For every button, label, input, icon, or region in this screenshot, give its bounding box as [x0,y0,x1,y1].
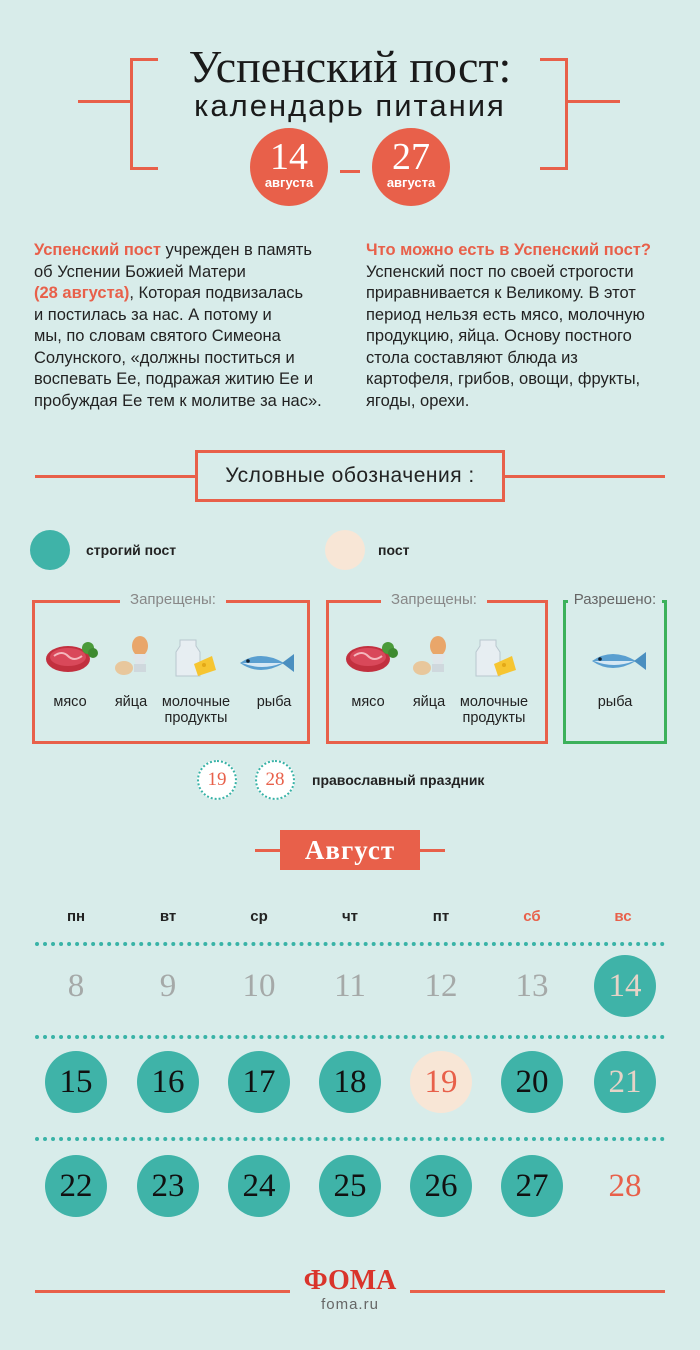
page-title: Успенский пост: [188,41,512,92]
row-separator [35,942,665,946]
strict-fast-dot [30,530,70,570]
eggs-label: яйца [114,694,148,710]
fish-allowed-label: рыба [597,694,633,710]
foma-logo: ФОМА [303,1265,397,1296]
assumption-date: (28 августа) [34,284,130,302]
intro-left-text: Успенский пост учрежден в память об Успении Божией Матери (28 августа), Которая подвизалась и постилась за нас. А потому и мы, по словам святого Симеона Солунского, «должны поститься и воспевать Ее, подражая житию Ее и пробуждая Ее тем к молитве за нас». [34,241,322,410]
end-day: 27 [392,136,430,178]
weekday-mon: пн [66,908,86,925]
date-dash [340,170,360,173]
legend-line-right [505,475,665,478]
meat-label: мясо [351,694,385,710]
weekday-tue: вт [159,908,177,925]
calendar-day: 12 [424,968,458,1004]
holiday-dot-19: 19 [197,760,237,800]
calendar-day: 26 [410,1155,472,1217]
month-line-right [420,849,445,852]
month-line-left [255,849,280,852]
calendar-day: 27 [501,1155,563,1217]
calendar-day: 21 [594,1051,656,1113]
holiday-label: православный праздник [312,772,485,788]
box2-title: Запрещены: [381,591,487,608]
end-month: августа [386,175,436,190]
month-title: Август [280,830,420,870]
calendar-day: 18 [319,1051,381,1113]
site-link[interactable]: foma.ru [321,1296,379,1313]
calendar-day: 23 [137,1155,199,1217]
calendar-day: 9 [159,968,177,1004]
start-month: августа [264,175,314,190]
start-date-badge [250,128,328,206]
dairy-icon [472,634,518,680]
fish-icon [586,646,648,676]
calendar-day: 24 [228,1155,290,1217]
strict-fast-label: строгий пост [86,542,177,558]
egg-icon [410,634,454,678]
fish-icon [234,648,296,678]
calendar-day: 17 [228,1051,290,1113]
box1-title: Запрещены: [120,591,226,608]
eggs-label: яйца [412,694,446,710]
intro-right-text: Что можно есть в Успенский пост? Успенский пост по своей строгости приравнивается к Великому. В этот период нельзя есть мясо, молочную продукцию, яйца. Основу постного стола составляют блюда из картофеля, грибов, овощи, фрукты, ягоды, орехи. [366,240,686,412]
box3-title: Разрешено: [568,591,662,608]
calendar-day: 19 [410,1051,472,1113]
calendar-day: 10 [242,968,276,1004]
intro-lead: Успенский пост [34,241,161,259]
calendar-day: 22 [45,1155,107,1217]
food-question-heading: Что можно есть в Успенский пост? [366,241,651,259]
calendar-day: 25 [319,1155,381,1217]
fish-label: рыба [256,694,292,710]
calendar-day: 15 [45,1051,107,1113]
calendar-day: 28 [608,1168,642,1204]
calendar-day: 14 [594,955,656,1017]
fast-label: пост [378,542,410,558]
end-date-badge [372,128,450,206]
dairy-label: молочные продукты [161,694,231,726]
calendar-day: 8 [67,968,85,1004]
row-separator [35,1137,665,1141]
calendar-day: 20 [501,1051,563,1113]
dairy-label: молочные продукты [459,694,529,726]
weekday-thu: чт [341,908,359,925]
meat-label: мясо [53,694,87,710]
weekday-sun: вс [614,908,632,925]
weekday-wed: ср [250,908,268,925]
fast-dot [325,530,365,570]
meat-icon [344,636,398,676]
dairy-icon [172,634,218,680]
meat-icon [44,636,98,676]
holiday-dot-28: 28 [255,760,295,800]
row-separator [35,1035,665,1039]
calendar-day: 16 [137,1051,199,1113]
egg-icon [112,634,156,678]
legend-line-left [35,475,195,478]
calendar-day: 11 [334,968,366,1004]
legend-title: Условные обозначения : [195,450,505,502]
calendar-day: 13 [515,968,549,1004]
weekday-sat: сб [523,908,541,925]
page-subtitle: календарь питания [194,88,506,123]
start-day: 14 [270,136,308,178]
weekday-fri: пт [432,908,450,925]
